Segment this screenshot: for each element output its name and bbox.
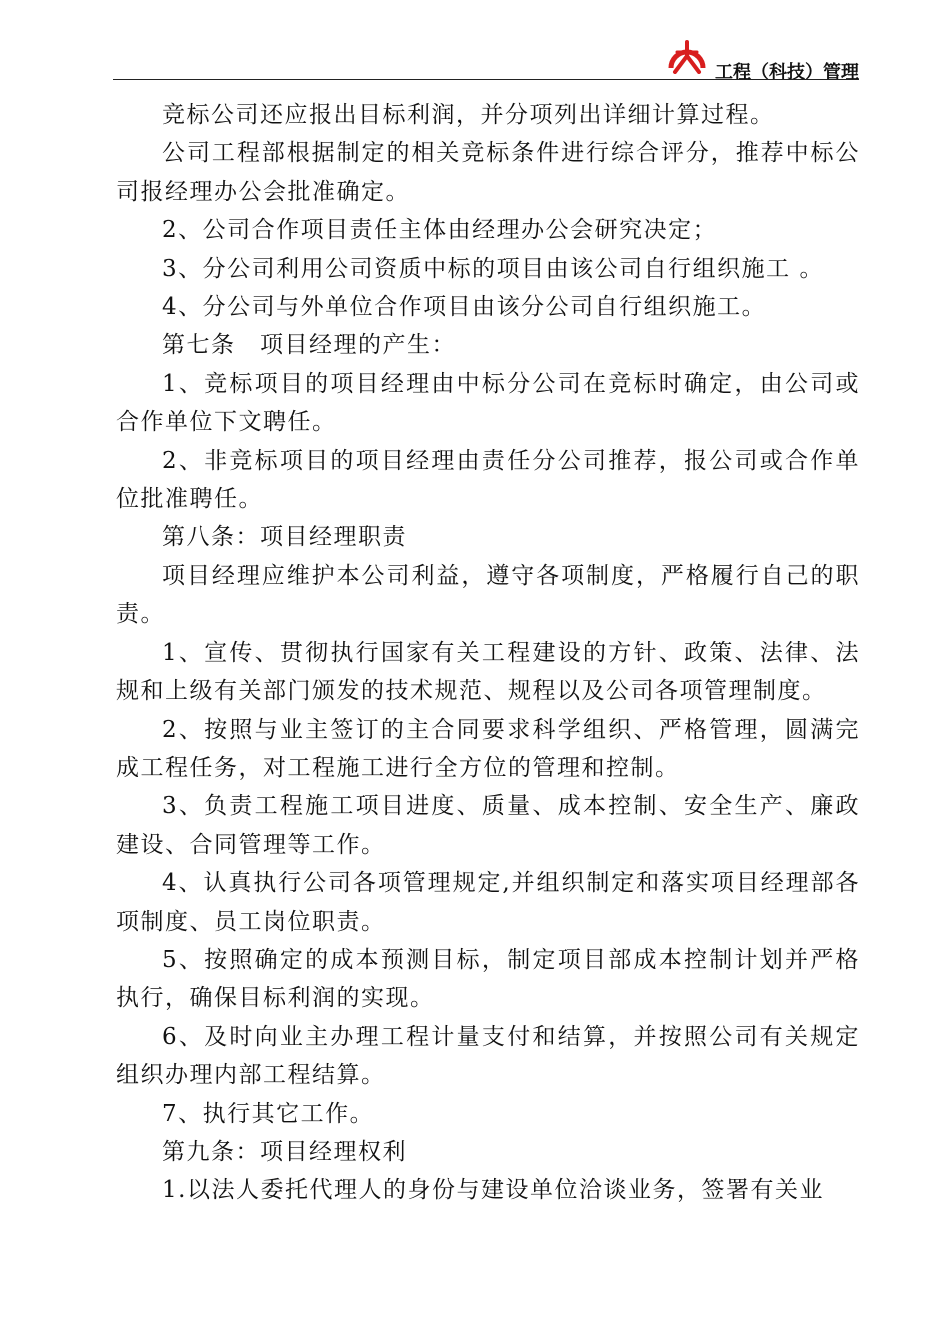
page-header bbox=[113, 34, 859, 83]
paragraph: 6、及时向业主办理工程计量支付和结算，并按照公司有关规定组织办理内部工程结算。 bbox=[116, 1023, 860, 1089]
red-logo-icon bbox=[667, 38, 707, 74]
paragraph: 5、按照确定的成本预测目标，制定项目部成本控制计划并严格执行，确保目标利润的实现。 bbox=[116, 946, 860, 1012]
header-title: 工程（科技）管理 bbox=[715, 62, 859, 83]
paragraph: 2、公司合作项目责任主体由经理办公会研究决定； bbox=[162, 217, 718, 244]
paragraph: 2、按照与业主签订的主合同要求科学组织、严格管理，圆满完成工程任务，对工程施工进行全方位的管理和控制。 bbox=[116, 716, 860, 781]
paragraph: 2、非竞标项目的项目经理由责任分公司推荐，报公司或合作单位批准聘任。 bbox=[116, 447, 860, 513]
paragraph: 竞标公司还应报出目标利润，并分项列出详细计算过程。 bbox=[162, 102, 775, 128]
paragraph: 1.以法人委托代理人的身份与建设单位洽谈业务，签署有关业 bbox=[162, 1177, 824, 1204]
document-body bbox=[116, 96, 860, 1210]
section-heading: 第九条：项目经理权利 bbox=[162, 1138, 407, 1165]
paragraph: 3、分公司利用公司资质中标的项目由该公司自行组织施工 。 bbox=[162, 255, 824, 282]
paragraph: 项目经理应维护本公司利益，遵守各项制度，严格履行自己的职责。 bbox=[116, 562, 860, 628]
section-heading: 第八条：项目经理职责 bbox=[162, 524, 407, 551]
paragraph: 4、分公司与外单位合作项目由该分公司自行组织施工。 bbox=[162, 294, 767, 321]
section-heading: 第七条 项目经理的产生： bbox=[162, 332, 456, 359]
header-divider bbox=[113, 79, 859, 80]
paragraph: 4、认真执行公司各项管理规定,并组织制定和落实项目经理部各项制度、员工岗位职责。 bbox=[116, 870, 860, 935]
paragraph: 7、执行其它工作。 bbox=[162, 1100, 375, 1127]
paragraph: 公司工程部根据制定的相关竞标条件进行综合评分，推荐中标公司报经理办公会批准确定。 bbox=[116, 140, 860, 205]
paragraph: 1、竞标项目的项目经理由中标分公司在竞标时确定，由公司或合作单位下文聘任。 bbox=[116, 370, 860, 436]
paragraph: 3、负责工程施工项目进度、质量、成本控制、安全生产、廉政建设、合同管理等工作。 bbox=[116, 793, 860, 858]
paragraph: 1、宣传、贯彻执行国家有关工程建设的方针、政策、法律、法规和上级有关部门颁发的技术规范、规程以及公司各项管理制度。 bbox=[116, 639, 860, 705]
